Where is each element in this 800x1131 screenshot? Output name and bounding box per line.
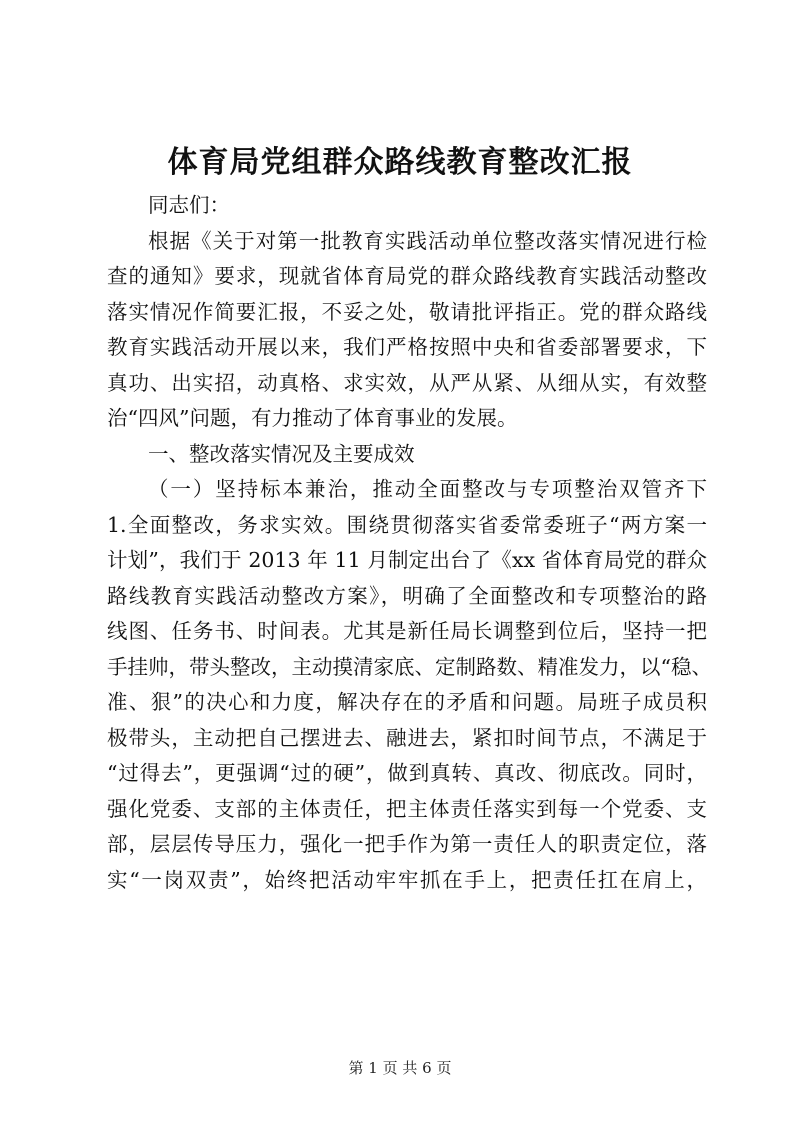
text-line: （一）坚持标本兼治，推动全面整改与专项整治双管齐下 [148,477,707,501]
text-line: 路线教育实践活动整改方案》，明确了全面整改和专项整治的路 [107,583,707,608]
text-line: 手挂帅，带头整改，主动摸清家底、定制路数、精准发力，以“稳、 [107,654,712,679]
text-line: 准、狠”的决心和力度，解决存在的矛盾和问题。局班子成员积 [107,690,707,714]
text-line: 部，层层传导压力，强化一把手作为第一责任人的职责定位，落 [107,832,707,856]
text-line: 落实情况作简要汇报，不妥之处，敬请批评指正。党的群众路线 [107,299,707,324]
text-line: 真功、出实招，动真格、求实效，从严从紧、从细从实，有效整 [107,370,707,395]
document-body [107,188,712,898]
text-line: 同志们： [148,193,230,217]
text-line: 教育实践活动开展以来，我们严格按照中央和省委部署要求，下 [107,335,707,359]
text-line: 根据《关于对第一批教育实践活动单位整改落实情况进行检 [148,228,707,253]
text-line: 实“一岗双责”，始终把活动牢牢抓在手上，把责任扛在肩上， [107,867,707,892]
document-title: 体育局党组群众路线教育整改汇报 [167,145,633,180]
text-line: 查的通知》要求，现就省体育局党的群众路线教育实践活动整改 [107,264,707,288]
text-line: 计划”，我们于 2013 年 11 月制定出台了《xx 省体育局党的群众 [107,548,707,572]
text-line: 线图、任务书、时间表。尤其是新任局长调整到位后，坚持一把 [107,619,707,643]
text-line: 一、整改落实情况及主要成效 [148,441,415,466]
text-line: 治“四风”问题，有力推动了体育事业的发展。 [107,406,518,430]
text-line: “过得去”，更强调“过的硬”，做到真转、真改、彻底改。同时， [107,761,707,785]
text-line: 强化党委、支部的主体责任，把主体责任落实到每一个党委、支 [107,796,707,821]
text-line: 1.全面整改，务求实效。围绕贯彻落实省委常委班子“两方案一 [107,512,707,537]
page-number: 第 1 页 共 6 页 [348,1059,452,1077]
text-line: 极带头，主动把自己摆进去、融进去，紧扣时间节点，不满足于 [107,725,707,750]
